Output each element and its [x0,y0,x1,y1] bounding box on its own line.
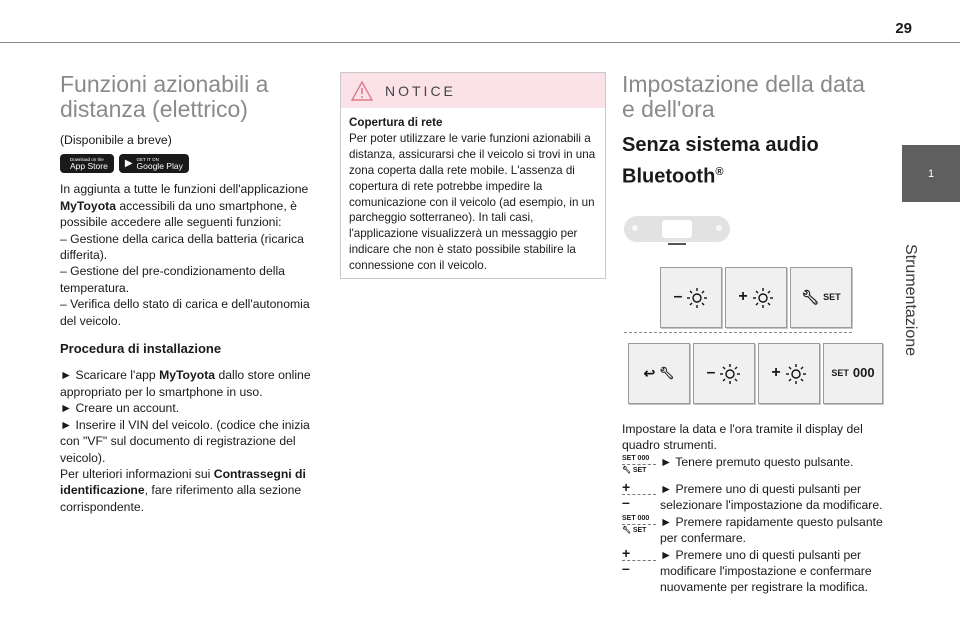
store-badges [60,154,318,173]
button-symbol: – [673,288,683,306]
notice-header [341,73,605,108]
chapter-tab[interactable]: 1 [902,145,960,202]
play-icon: ▶ [124,157,133,169]
instruction-row [622,454,884,475]
instruction-text: ► Tenere premuto questo pulsante. [660,454,854,469]
instruction-row [622,544,884,596]
procedure-title: Procedura di installazione [60,341,222,357]
plus-minus-icon: + – [622,547,656,574]
notice-box [340,72,606,279]
return-icon: ↩ [643,365,656,382]
button-symbol: SET [823,292,841,303]
wrench-icon: 🔧︎ [801,289,820,306]
wrench-icon: 🔧︎ [659,366,675,381]
set-button-icon: SET 000 🔧︎ SET [622,514,656,535]
store-badge-name: Google Play [136,161,183,172]
app-store-badge[interactable] [60,154,114,173]
instruction-text: ► Premere rapidamente questo pulsante per confermare. [660,514,883,546]
intro-paragraph: In aggiunta a tutte le funzioni dell'applicazione MyToyota accessibili da uno smartphone, è possibile accedere alle seguenti funzioni: [60,182,309,230]
instruction-text: ► Premere uno di questi pulsanti per modificare l'impostazione e confermare nuovamente per registrare la modifica. [660,547,872,595]
step-item: ► Inserire il VIN del veicolo. (codice che inizia con "VF" sul documento di registrazione del veicolo). [60,417,310,465]
plus-minus-icon: + – [622,481,656,508]
set-button-icon: SET 000 🔧︎ SET [622,454,656,475]
button-symbol: – [706,364,716,382]
warning-icon [351,81,373,101]
store-badge-caption: Download on the [70,157,104,163]
button-symbol: SET [831,368,849,379]
button-symbol: + [771,364,781,382]
remote-functions-section [60,72,318,515]
brightness-minus-button[interactable] [693,343,755,404]
bullet-item: – Verifica dello stato di carica e dell'autonomia del veicolo. [60,297,310,328]
store-badge-name: App Store [70,161,108,172]
dashboard-illustration [622,213,732,247]
instruction-intro: Impostare la data e l'ora tramite il display del quadro strumenti. [622,422,863,453]
brightness-plus-button[interactable] [725,267,787,328]
header-rule [0,42,960,43]
subsection-title: Senza sistema audio Bluetooth® [622,134,819,188]
dashed-divider [624,332,852,333]
page-number: 29 [895,20,912,37]
brightness-icon [686,287,708,309]
bullet-item: – Gestione del pre-condizionamento della temperatura. [60,264,285,295]
brightness-minus-button[interactable] [660,267,722,328]
return-button[interactable] [628,343,690,404]
brightness-icon [785,363,807,385]
instruction-row [622,478,884,514]
button-value: 000 [852,365,875,381]
instruction-text: ► Premere uno di questi pulsanti per selezionare l'impostazione da modificare. [660,481,883,513]
step-item: ► Creare un account. [60,401,180,416]
cross-reference: Per ulteriori informazioni sui Contrassegni di identificazione, fare riferimento alla sezione corrispondente. [60,466,306,514]
notice-text: Per poter utilizzare le varie funzioni azionabili a distanza, assicurarsi che il veicolo si trovi in una zona coperta dalla rete mobile. L'assenza di copertura di rete potrebbe impedire la comunicazione con il veicolo (ad esempio, in un parcheggio sotterraneo). In tali casi, l'applicazione visualizzerà un messaggio per indicare che non è stato possibile stabilire la connessione con il veicolo. [349,131,596,273]
section-title: Funzioni azionabili a distanza (elettrico) [60,71,269,122]
set-button[interactable] [823,343,883,404]
step-item: ► Scaricare l'app MyToyota dallo store online appropriato per lo smartphone in uso. [60,368,311,399]
notice-heading: Copertura di rete [349,116,443,129]
settings-button[interactable] [790,267,852,328]
instruction-row [622,514,884,547]
notice-body [341,108,605,281]
store-badge-caption: GET IT ON [136,157,159,163]
control-buttons-panel [624,267,875,407]
brightness-icon [719,363,741,385]
google-play-badge[interactable] [119,154,189,173]
button-symbol: + [738,288,748,306]
notice-title: NOTICE [385,82,456,99]
brightness-icon [752,287,774,309]
chapter-label: Strumentazione [902,243,919,357]
section-title: Impostazione della data e dell'ora [622,71,865,122]
availability-note: (Disponibile a breve) [60,133,172,147]
date-time-section [622,72,884,596]
bullet-item: – Gestione della carica della batteria (ricarica differita). [60,231,304,263]
brightness-plus-button[interactable] [758,343,820,404]
